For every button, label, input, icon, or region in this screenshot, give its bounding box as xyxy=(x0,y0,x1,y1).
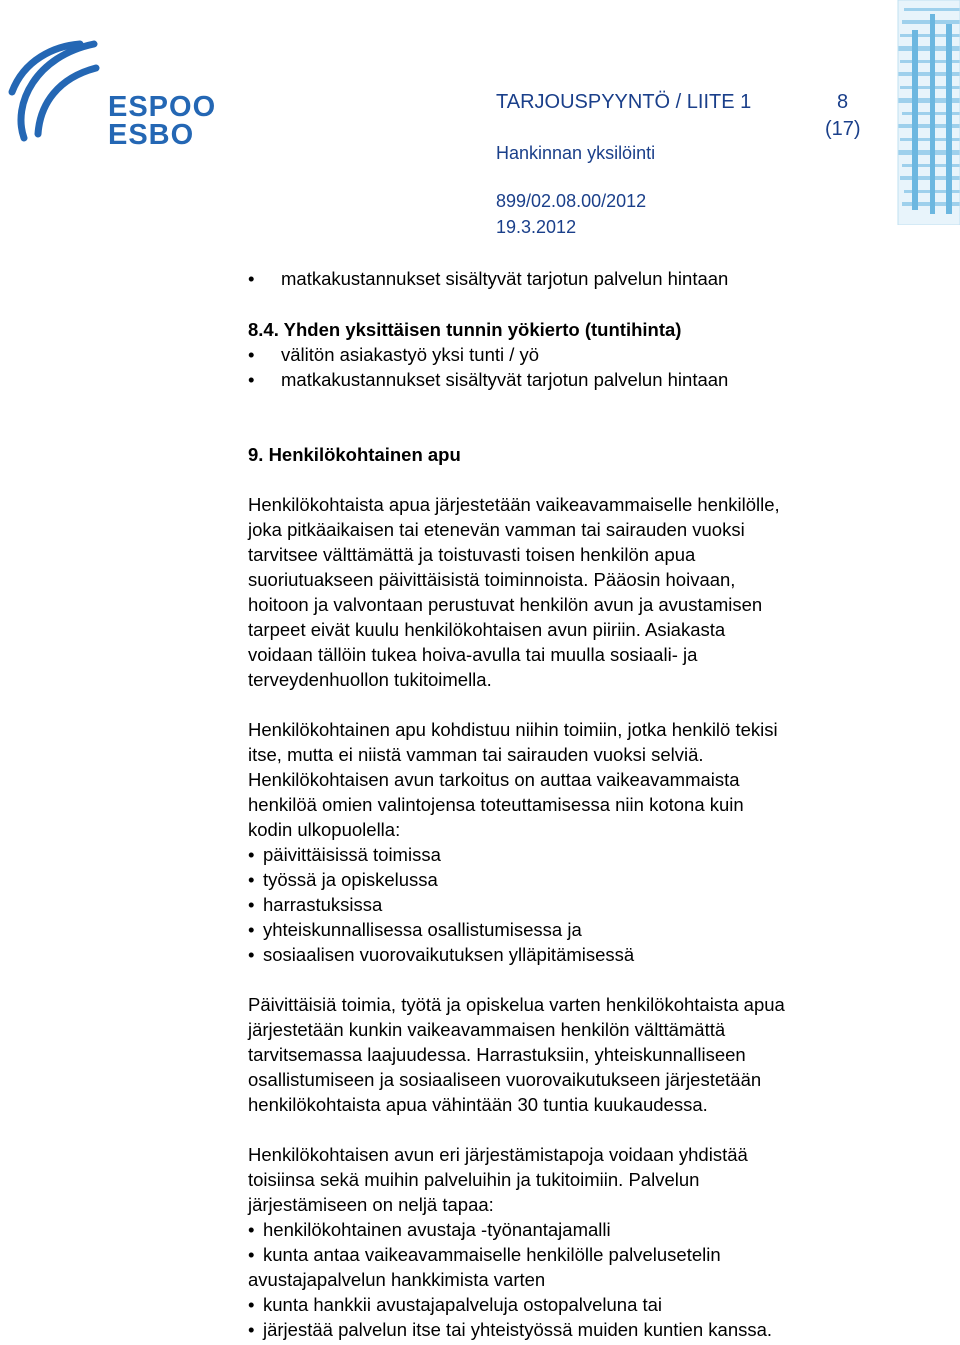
bullet-icon: • xyxy=(248,844,255,865)
bullet-icon: • xyxy=(248,1219,255,1240)
list-item: • kunta antaa vaikeavammaiselle henkilölle palvelusetelin xyxy=(248,1244,721,1265)
logo-text-esbo: ESBO xyxy=(108,119,195,151)
page-number: 8 xyxy=(837,91,849,113)
bullet-icon: • xyxy=(248,344,255,365)
paragraph: Päivittäisiä toimia, työtä ja opiskelua varten henkilökohtaista apua järjestetään kunkin vaikeavammaisen henkilön välttämättä tarvitsemassa laajuudessa. Harrastuksiin, yhteiskunnalliseen osallistumiseen ja sosiaaliseen vuorovaikutukseen järjestetään henkilökohtaista apua vähintään 30 tuntia kuukaudessa. xyxy=(248,994,785,1115)
list-item: • henkilökohtainen avustaja -työnantajamalli xyxy=(248,1219,611,1240)
bullet-icon: • xyxy=(248,1294,255,1315)
bullet-icon: • xyxy=(248,268,255,289)
list-item-continuation: avustajapalvelun hankkimista varten xyxy=(248,1269,546,1290)
top-bullet: • matkakustannukset sisältyvät tarjotun palvelun hintaan xyxy=(248,268,729,289)
bullet-icon: • xyxy=(248,894,255,915)
doc-date: 19.3.2012 xyxy=(496,217,577,237)
section-heading: 9. Henkilökohtainen apu xyxy=(248,444,461,465)
bullet-icon: • xyxy=(248,1244,255,1265)
section-8-4 xyxy=(248,317,888,392)
logo-text-espoo: ESPOO xyxy=(108,91,217,123)
bullet-icon: • xyxy=(248,944,255,965)
list-item: • sosiaalisen vuorovaikutuksen ylläpitämisessä xyxy=(248,944,635,965)
bullet-icon: • xyxy=(248,369,255,390)
list-item: • matkakustannukset sisältyvät tarjotun palvelun hintaan xyxy=(248,369,729,390)
list-item: • harrastuksissa xyxy=(248,894,383,915)
page-total: (17) xyxy=(825,118,861,140)
list-item: • järjestää palvelun itse tai yhteistyössä muiden kuntien kanssa. xyxy=(248,1319,773,1340)
doc-reference: 899/02.08.00/2012 xyxy=(496,191,647,211)
list-item: • yhteiskunnallisessa osallistumisessa ja xyxy=(248,919,582,940)
doc-subtitle: Hankinnan yksilöinti xyxy=(496,143,656,163)
paragraph: Henkilökohtaisen avun eri järjestämistapoja voidaan yhdistää toisiinsa sekä muihin palveluihin ja tukitoimiin. Palvelun järjestämiseen on neljä tapaa: • henkilökohtainen avustaja -työnantajamalli • kunta antaa vaikeavammaiselle henkilölle palvelusetelin avustajapalvelun hankkimista varten • kunta hankkii avustajapalveluja ostopalveluna tai • järjestää palvelun itse tai yhteistyössä muiden kuntien kanssa. xyxy=(248,1142,888,1342)
section-heading: 8.4. Yhden yksittäisen tunnin yökierto (tuntihinta) xyxy=(248,319,682,340)
doc-title: TARJOUSPYYNTÖ / LIITE 1 xyxy=(496,91,752,113)
list-item: • välitön asiakastyö yksi tunti / yö xyxy=(248,344,540,365)
paragraph: Henkilökohtaista apua järjestetään vaikeavammaiselle henkilölle, joka pitkäaikaisen tai etenevän vamman tai sairauden vuoksi tarvitsee välttämättä ja toistuvasti toisen henkilön apua suoriutuakseen päivittäisistä toiminnoista. Pääosin hoivaan, hoitoon ja valvontaan perustuvat henkilön avun ja avustamisen tarpeet eivät kuulu henkilökohtaisen avun piiriin. Asiakasta voidaan tällöin tukea hoiva-avulla tai muulla sosiaali- ja terveydenhuollon tukitoimella. xyxy=(248,494,780,690)
list-item: • päivittäisissä toimissa xyxy=(248,844,441,865)
decorative-stripes-graphic xyxy=(890,0,960,225)
list-item: • kunta hankkii avustajapalveluja ostopalveluna tai xyxy=(248,1294,663,1315)
paragraph: Henkilökohtainen apu kohdistuu niihin toimiin, jotka henkilö tekisi itse, mutta ei niistä vamman tai sairauden vuoksi selviä. Henkilökohtaisen avun tarkoitus on auttaa vaikeavammaista henkilöä omien valintojensa toteuttamisessa niin kotona kuin kodin ulkopuolella: • päivittäisissä toimissa • työssä ja opiskelussa • harrastuksissa • yhteiskunnallisessa osallistumisessa ja • sosiaalisen vuorovaikutuksen ylläpitämisessä xyxy=(248,717,888,967)
bullet-icon: • xyxy=(248,869,255,890)
bullet-icon: • xyxy=(248,1319,255,1340)
list-item: • työssä ja opiskelussa xyxy=(248,869,438,890)
section-9 xyxy=(248,442,888,1342)
bullet-icon: • xyxy=(248,919,255,940)
